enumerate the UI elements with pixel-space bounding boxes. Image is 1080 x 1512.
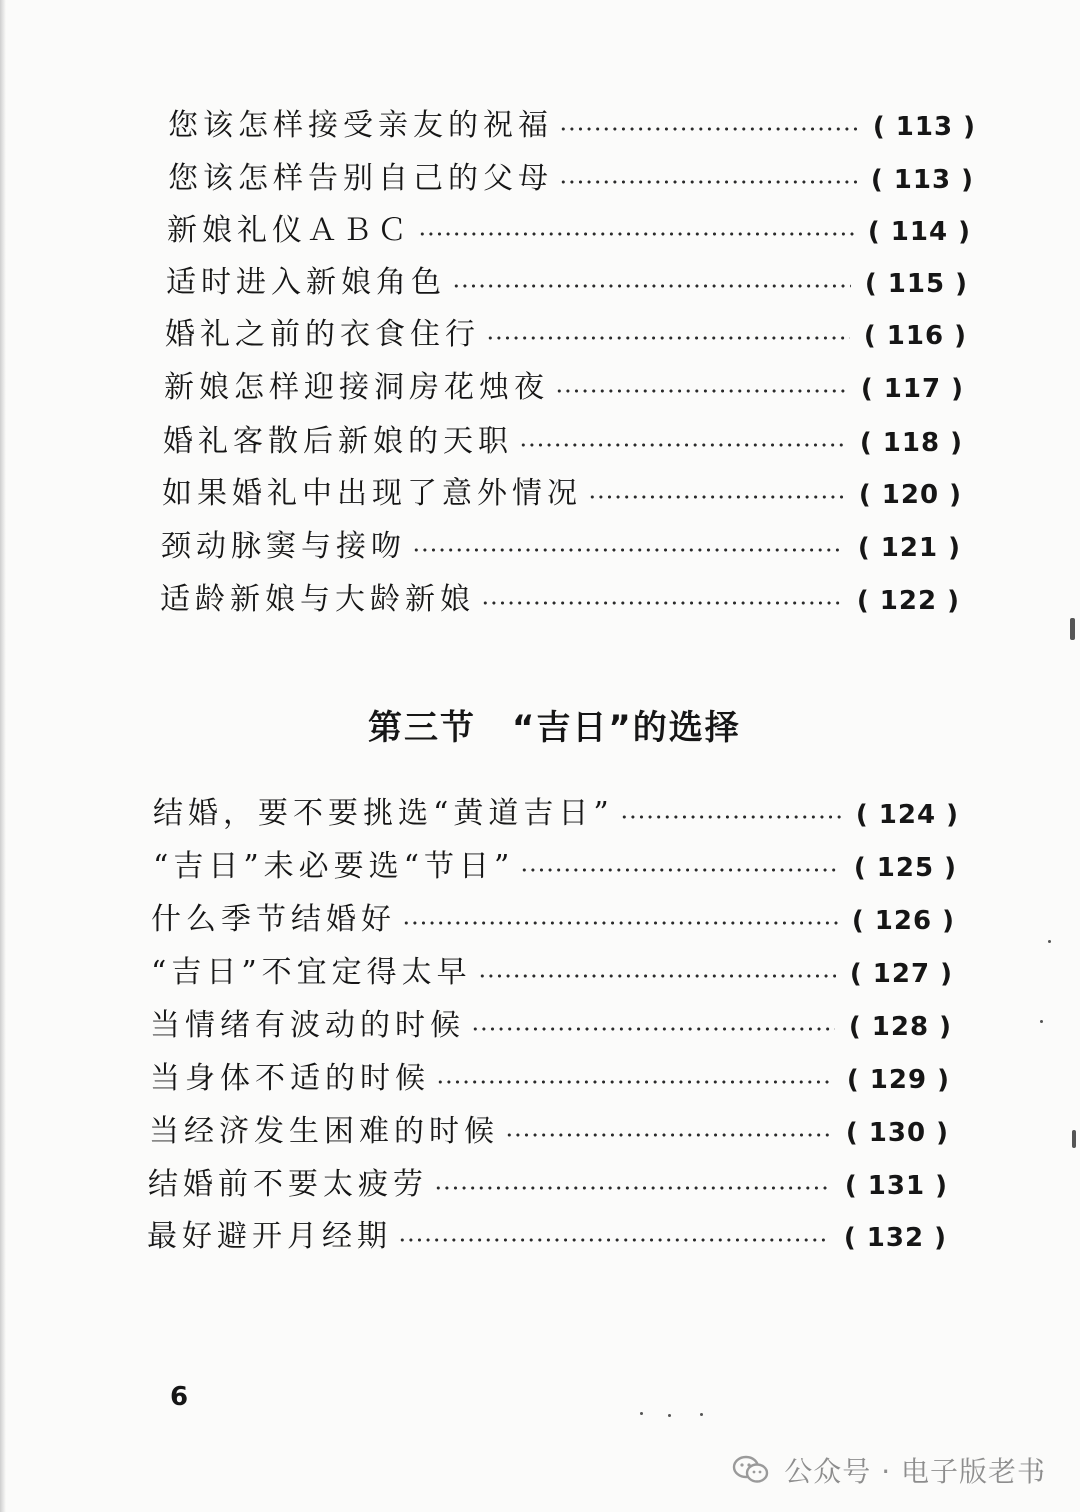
toc-entry-title: 新娘怎样迎接洞房花烛夜 <box>164 370 549 405</box>
toc-entry-page: ( 120 ) <box>858 480 962 510</box>
dot-leader <box>412 548 844 552</box>
toc-entry[interactable] <box>151 896 955 936</box>
watermark <box>732 1450 1046 1490</box>
dot-leader <box>481 601 843 605</box>
scan-speck <box>1072 1130 1076 1148</box>
scan-speck <box>1070 618 1075 640</box>
toc-entry-title: 当身体不适的时候 <box>150 1061 430 1096</box>
toc-entry[interactable] <box>153 790 959 830</box>
toc-entry[interactable] <box>166 259 968 299</box>
toc-entry-page: ( 125 ) <box>853 853 957 883</box>
toc-entry-title: 婚礼客散后新娘的天职 <box>163 424 513 459</box>
toc-entry[interactable] <box>165 311 967 351</box>
toc-entry[interactable] <box>163 418 963 458</box>
dot-leader <box>471 1027 835 1031</box>
toc-entry-title: 最好避开月经期 <box>147 1219 392 1254</box>
watermark-text: 公众号 · 电子版老书 <box>784 1455 1046 1488</box>
toc-entry[interactable] <box>161 523 961 563</box>
toc-entry[interactable] <box>153 843 957 883</box>
toc-entry-title: 结婚，要不要挑选“黄道吉日” <box>153 796 614 831</box>
toc-entry-page: ( 132 ) <box>843 1223 947 1253</box>
toc-entry[interactable] <box>150 1055 950 1095</box>
page-number: 6 <box>170 1382 189 1412</box>
toc-entry-title: 结婚前不要太疲劳 <box>148 1167 428 1202</box>
toc-entry-title: 什么季节结婚好 <box>151 902 396 937</box>
toc-entry-page: ( 116 ) <box>863 321 967 351</box>
toc-entry[interactable] <box>150 1002 952 1042</box>
toc-entry[interactable] <box>147 1213 947 1253</box>
dot-leader <box>436 1080 833 1084</box>
toc-entry-page: ( 127 ) <box>849 959 953 989</box>
dot-leader <box>418 232 854 236</box>
toc-entry[interactable] <box>148 1161 948 1201</box>
toc-entry[interactable] <box>167 207 971 247</box>
toc-entry-title: 当经济发生困难的时候 <box>149 1114 499 1149</box>
toc-entry[interactable] <box>149 1108 949 1148</box>
dot-leader <box>620 815 842 819</box>
toc-entry-page: ( 118 ) <box>859 428 963 458</box>
dot-leader <box>478 974 836 978</box>
dot-leader <box>588 495 845 499</box>
toc-entry-page: ( 128 ) <box>848 1012 952 1042</box>
section-heading: 第三节 “吉日”的选择 <box>368 708 741 748</box>
toc-entry-title: “吉日”未必要选“节日” <box>153 849 515 884</box>
toc-entry-page: ( 124 ) <box>855 800 959 830</box>
scan-speck <box>1048 940 1051 943</box>
scan-speck <box>640 1412 643 1415</box>
toc-entry-title: 适时进入新娘角色 <box>166 265 446 300</box>
toc-entry[interactable] <box>164 364 964 404</box>
toc-entry-page: ( 130 ) <box>845 1118 949 1148</box>
toc-entry-page: ( 131 ) <box>844 1171 948 1201</box>
toc-entry-page: ( 126 ) <box>851 906 955 936</box>
toc-entry[interactable] <box>151 949 953 989</box>
toc-entry-page: ( 113 ) <box>870 165 974 195</box>
toc-entry-title: 颈动脉窦与接吻 <box>161 529 406 564</box>
dot-leader <box>505 1133 832 1137</box>
dot-leader <box>555 389 847 393</box>
toc-entry-title: 新娘礼仪ＡＢＣ <box>167 213 412 248</box>
toc-entry-title: 您该怎样接受亲友的祝福 <box>168 108 553 143</box>
toc-entry-title: 当情绪有波动的时候 <box>150 1008 465 1043</box>
toc-entry-page: ( 117 ) <box>860 374 964 404</box>
toc-entry-page: ( 129 ) <box>846 1065 950 1095</box>
toc-entry-page: ( 114 ) <box>867 217 971 247</box>
dot-leader <box>519 443 846 447</box>
toc-entry[interactable] <box>168 155 974 195</box>
scan-speck <box>1040 1020 1043 1023</box>
toc-entry-page: ( 122 ) <box>856 586 960 616</box>
wechat-icon <box>732 1455 770 1485</box>
toc-entry[interactable] <box>162 470 962 510</box>
dot-leader <box>452 284 851 288</box>
toc-entry[interactable] <box>160 576 960 616</box>
toc-entry-page: ( 121 ) <box>857 533 961 563</box>
dot-leader <box>559 127 859 131</box>
toc-entry[interactable] <box>168 102 976 142</box>
scan-edge <box>0 0 6 1512</box>
dot-leader <box>398 1238 830 1242</box>
dot-leader <box>520 868 839 872</box>
toc-entry-title: 适龄新娘与大龄新娘 <box>160 582 475 617</box>
scan-speck <box>668 1414 671 1417</box>
toc-entry-page: ( 113 ) <box>872 112 976 142</box>
dot-leader <box>559 180 857 184</box>
toc-entry-title: “吉日”不宜定得太早 <box>151 955 472 990</box>
toc-entry-page: ( 115 ) <box>864 269 968 299</box>
dot-leader <box>402 921 838 925</box>
toc-entry-title: 如果婚礼中出现了意外情况 <box>162 476 582 511</box>
dot-leader <box>486 336 850 340</box>
toc-entry-title: 您该怎样告别自己的父母 <box>168 161 553 196</box>
dot-leader <box>434 1186 831 1190</box>
scan-speck <box>700 1413 703 1416</box>
toc-entry-title: 婚礼之前的衣食住行 <box>165 317 480 352</box>
